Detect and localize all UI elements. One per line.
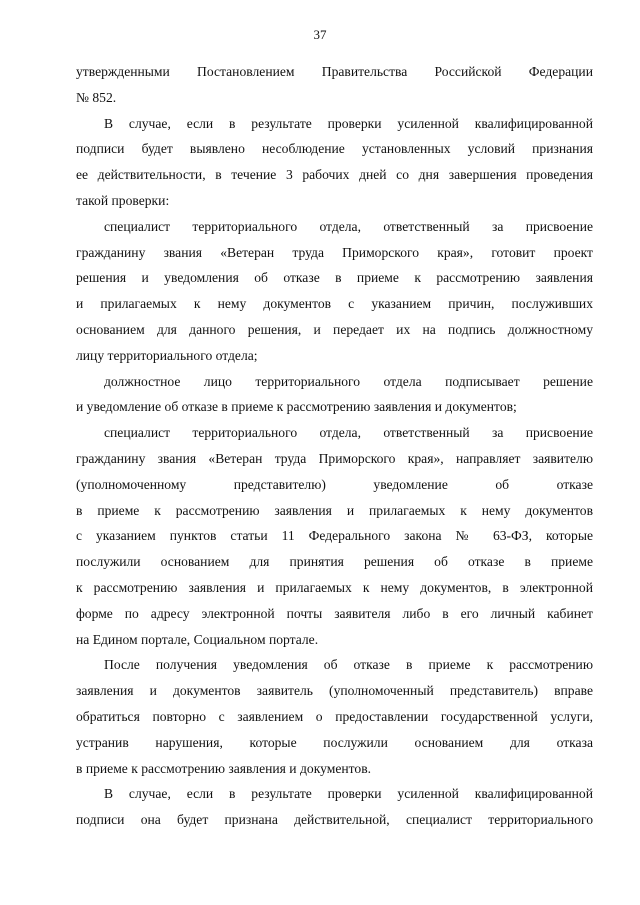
text-line: к рассмотрению заявления и прилагаемых к нему документов, в электронной [76,579,593,595]
text-line: После получения уведомления об отказе в приеме к рассмотрению [104,657,593,673]
text-line: должностное лицо территориального отдела подписывает решение [104,373,593,389]
text-line: с указанием пунктов статьи 11 Федерального закона № 63-ФЗ, которые [76,528,593,544]
text-line: подписи она будет признана действительной, специалист территориального [76,812,593,828]
text-line: решения и уведомления об отказе в приеме к рассмотрению заявления [76,270,593,286]
document-body [76,59,593,833]
text-line: подписи будет выявлено несоблюдение установленных условий признания [76,141,593,157]
text-line: гражданину звания «Ветеран труда Приморского края», готовит проект [76,244,593,260]
text-line: и уведомление об отказе в приеме к рассмотрению заявления и документов; [76,399,517,415]
text-line: В случае, если в результате проверки усиленной квалифицированной [104,786,593,802]
text-line: утвержденными Постановлением Правительства Российской Федерации [76,64,593,79]
text-line: гражданину звания «Ветеран труда Приморского края», направляет заявителю [76,450,593,466]
text-line: форме по адресу электронной почты заявителя либо в его личный кабинет [76,605,593,621]
text-line: ее действительности, в течение 3 рабочих дней со дня завершения проведения [76,167,593,183]
text-line: лицу территориального отдела; [76,347,258,363]
paragraph [76,214,593,369]
text-line: послужили основанием для принятия решения об отказе в приеме [76,554,593,570]
paragraph [76,781,593,833]
text-line: В случае, если в результате проверки усиленной квалифицированной [104,115,593,131]
text-line: (уполномоченному представителю) уведомление об отказе [76,476,593,492]
text-line: специалист территориального отдела, ответственный за присвоение [104,218,593,234]
paragraph [76,420,593,652]
text-line: специалист территориального отдела, ответственный за присвоение [104,425,593,441]
text-line: в приеме к рассмотрению заявления и прилагаемых к нему документов [76,502,593,518]
paragraph [76,652,593,781]
text-line: основанием для данного решения, и передает их на подпись должностному [76,321,593,337]
paragraph [76,59,593,111]
paragraph [76,369,593,421]
text-line: обратиться повторно с заявлением о предоставлении государственной услуги, [76,708,593,724]
text-line: устранив нарушения, которые послужили основанием для отказа [76,734,593,750]
text-line: на Едином портале, Социальном портале. [76,631,319,647]
paragraph [76,111,593,214]
text-line: и прилагаемых к нему документов с указанием причин, послуживших [76,296,593,312]
text-line: заявления и документов заявитель (уполномоченный представитель) вправе [76,683,593,699]
text-line: № 852. [76,89,117,105]
text-line: такой проверки: [76,192,170,208]
text-line: в приеме к рассмотрению заявления и документов. [76,760,372,776]
page-number: 37 [313,27,327,42]
